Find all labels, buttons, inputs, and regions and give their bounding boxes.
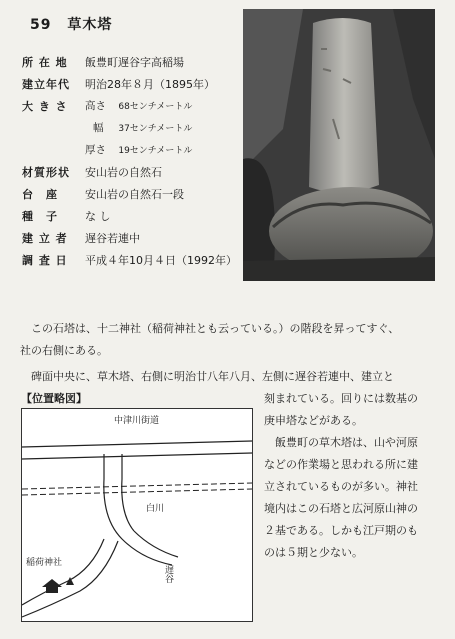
- paragraph-line: 社の右側にある。: [20, 344, 108, 357]
- spec-key: 台 座: [22, 188, 58, 201]
- location-map: [21, 408, 253, 622]
- paragraph-line: 境内はこの石塔と広河原山神の: [264, 502, 418, 515]
- spec-row: [22, 164, 247, 186]
- dimension-value: 19センチメートル: [118, 146, 193, 156]
- paragraph-line: この石塔は、十二神社（稲荷神社とも云っている。）の階段を昇ってすぐ、: [31, 322, 400, 335]
- paragraph-line: 飯豊町の草木塔は、山や河原: [275, 436, 418, 449]
- spec-value: 遅谷若連中: [85, 232, 140, 245]
- spec-key: 種 子: [22, 210, 58, 223]
- spec-row-size: [22, 98, 247, 120]
- spec-row: [22, 186, 247, 208]
- map-label-road: 中津川街道: [114, 416, 160, 426]
- spec-row: [22, 208, 247, 230]
- stone-monument-photo: [243, 9, 435, 281]
- spec-key: 所 在 地: [22, 56, 68, 69]
- spec-row: [22, 54, 247, 76]
- paragraph-line: 刻まれている。回りには数基の: [264, 392, 418, 405]
- map-title: 【位置略図】: [21, 392, 87, 405]
- spec-key: 材質形状: [22, 166, 70, 179]
- paragraph-line: などの作業場と思われる所に建: [264, 458, 418, 471]
- spec-row-depth: [22, 142, 247, 164]
- dimension-width: [85, 120, 192, 135]
- spec-table: [22, 54, 247, 274]
- map-label-shrine: 稲荷神社: [26, 558, 63, 568]
- paragraph-line: のは５期と少ない。: [264, 546, 363, 559]
- spec-value: な し: [85, 210, 111, 223]
- spec-key: 建 立 者: [22, 232, 68, 245]
- dimension-height: [85, 98, 192, 113]
- map-label-village: 遅谷: [163, 565, 173, 583]
- dimension-label: 高さ: [85, 100, 106, 112]
- dimension-depth: [85, 142, 192, 157]
- entry-number: 59: [30, 17, 52, 33]
- dimension-value: 37センチメートル: [118, 124, 193, 134]
- paragraph-line: ２基である。しかも江戸期のも: [264, 524, 418, 537]
- dimension-label: 厚さ: [85, 144, 106, 156]
- entry-title: 草木塔: [67, 17, 113, 33]
- spec-row-width: [22, 120, 247, 142]
- spec-row: [22, 76, 247, 98]
- spec-key: 調 査 日: [22, 254, 68, 267]
- paragraph-line: 庚申塔などがある。: [264, 414, 363, 427]
- spec-value: 明治28年８月（1895年）: [85, 78, 215, 91]
- spec-value: 安山岩の自然石: [85, 166, 162, 179]
- spec-value: 平成４年10月４日（1992年）: [85, 254, 237, 267]
- spec-value: 飯豊町遅谷字高稲場: [85, 56, 184, 69]
- paragraph-line: 碑面中央に、草木塔、右側に明治廿八年八月、左側に遅谷若連中、建立と: [31, 370, 394, 383]
- dimension-value: 68センチメートル: [118, 102, 193, 112]
- spec-key: 建立年代: [22, 78, 70, 91]
- paragraph-3: [264, 388, 440, 564]
- map-label-river: 白川: [146, 504, 165, 514]
- dimension-label: 幅: [93, 122, 104, 134]
- paragraph-line: 立されているものが多い。神社: [264, 480, 418, 493]
- spec-value: 安山岩の自然石一段: [85, 188, 184, 201]
- spec-key: 大 き さ: [22, 100, 68, 113]
- paragraph-1: [20, 318, 440, 362]
- spec-row: [22, 252, 247, 274]
- entry-header: [30, 14, 112, 34]
- paragraph-2: [20, 366, 440, 388]
- spec-row: [22, 230, 247, 252]
